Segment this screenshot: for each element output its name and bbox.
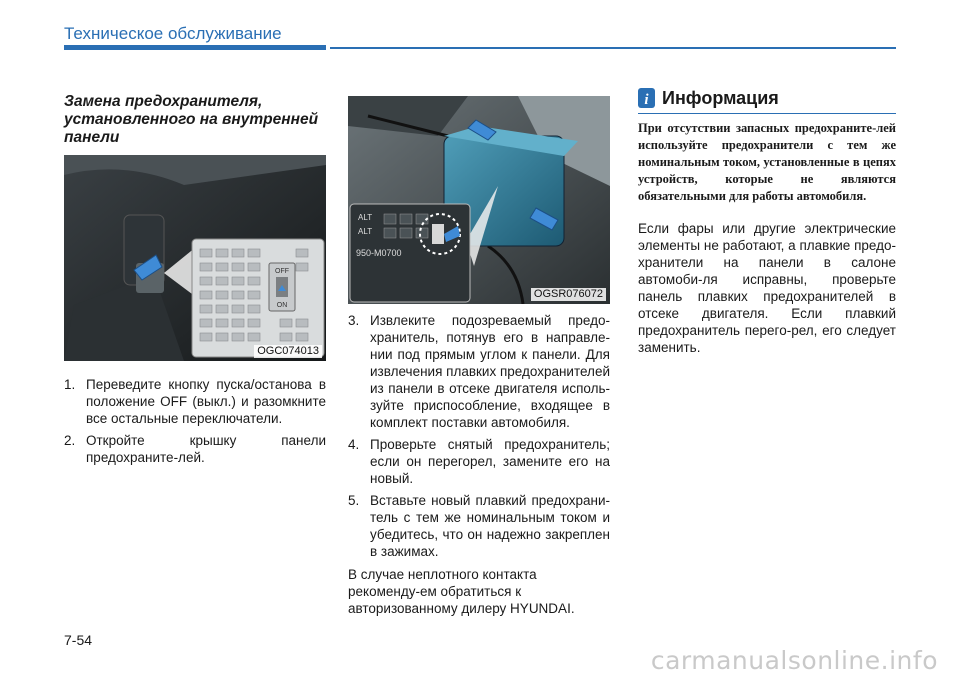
right-steps xyxy=(348,312,610,617)
page-number: 7-54 xyxy=(64,632,93,648)
figure-2-caption: OGSR076072 xyxy=(531,288,606,301)
switch-off-label: OFF xyxy=(275,268,289,275)
step-text: Откройте крышку панели предохраните-лей. xyxy=(86,433,326,465)
header-accent-bar xyxy=(64,45,326,50)
fuse-panel-photo xyxy=(64,155,326,361)
alt-label: ALT xyxy=(358,213,373,222)
step-number: 1. xyxy=(64,377,76,392)
watermark: carmanualsonline.info xyxy=(650,646,938,675)
step-item xyxy=(64,376,326,427)
step-item xyxy=(348,312,610,431)
part-code-label: 950-M0700 xyxy=(356,248,402,258)
step-number: 3. xyxy=(348,313,360,328)
header-rule xyxy=(330,47,896,49)
step-item xyxy=(348,436,610,487)
switch-on-label: ON xyxy=(276,302,288,309)
step-text: Переведите кнопку пуска/останова в положение OFF (выкл.) и разомкните все остальные переключатели. xyxy=(86,377,326,426)
info-title: Информация xyxy=(662,88,779,108)
info-rule xyxy=(638,113,896,114)
chapter-title: Техническое обслуживание xyxy=(64,24,282,43)
fuse-panel-illustration xyxy=(64,155,326,361)
step-text: Извлеките подозреваемый предо-хранитель, потянув его в направле-нии под прямым углом к панели. Для извлечения плавких предохранителей из панели в отсеке двигателя исполь-зуйте приспособление, входящее в комплект поставки автомобиля. xyxy=(370,313,610,430)
left-steps xyxy=(64,376,326,471)
step-text: Вставьте новый плавкий предохрани-тель с тем же номинальным током и убедитесь, что он надежно закреплен в зажимах. xyxy=(370,493,610,559)
engine-fuse-box-illustration xyxy=(348,96,610,304)
figure-1-caption: OGC074013 xyxy=(254,345,322,358)
step-number: 2. xyxy=(64,433,76,448)
step-item xyxy=(64,432,326,466)
dealer-note: В случае неплотного контакта рекоменду-ем обратиться к авторизованному дилеру HYUNDAI. xyxy=(348,567,575,616)
step-item xyxy=(348,492,610,560)
step-text: Проверьте снятый предохранитель; если он перегорел, замените его на новый. xyxy=(370,437,610,486)
section-title: Замена предохранителя, установленного на внутренней панели xyxy=(64,93,319,146)
info-icon-glyph: i xyxy=(644,92,649,108)
step-number: 4. xyxy=(348,437,360,452)
step-number: 5. xyxy=(348,493,360,508)
alt-label-2: ALT xyxy=(358,227,373,236)
engine-fuse-box-photo xyxy=(348,96,610,304)
info-body-text: Если фары или другие электрические элементы не работают, а плавкие предо-хранители на панели в салоне автомоби-ля исправны, проверьте панель плавких предохранителей в отсеке двигателя. Если плавкий предохранитель перего-рел, его следует заменить. xyxy=(638,221,896,355)
info-bold-text: При отсутствии запасных предохраните-лей используйте предохранители с тем же номинальным током, установленные в цепях устройств, которые не являются обязательными для работы автомобиля. xyxy=(638,121,896,203)
info-icon xyxy=(638,88,655,108)
